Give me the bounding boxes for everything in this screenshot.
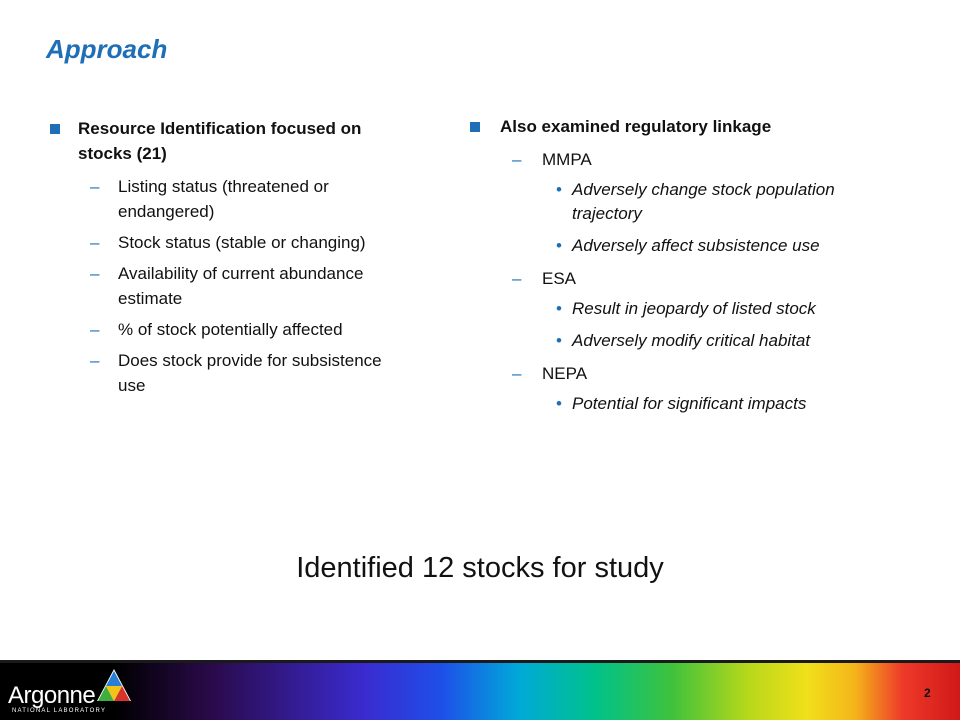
regulation-item-text: Potential for significant impacts — [572, 394, 807, 413]
dash-bullet-icon: – — [90, 177, 100, 196]
dot-bullet-icon: • — [556, 299, 562, 318]
right-heading: Also examined regulatory linkage — [500, 117, 772, 136]
right-column — [470, 114, 850, 424]
dot-bullet-icon: • — [556, 394, 562, 413]
left-item-text: % of stock potentially affected — [118, 320, 343, 339]
left-heading: Resource Identification focused on stocks (21) — [78, 119, 362, 163]
dot-bullet-icon: • — [556, 180, 562, 199]
regulation-item — [470, 178, 850, 226]
footer-bar — [0, 660, 960, 720]
argonne-logo — [8, 664, 133, 718]
dash-bullet-icon: – — [90, 264, 100, 283]
regulation-label — [470, 147, 850, 172]
regulation-label-text: MMPA — [542, 150, 592, 169]
regulation-item — [470, 297, 850, 321]
square-bullet-icon — [50, 124, 60, 134]
dash-bullet-icon: – — [512, 150, 522, 169]
regulation-item-text: Adversely change stock population trajectory — [572, 180, 835, 223]
left-item — [50, 230, 410, 255]
regulation-item-text: Adversely modify critical habitat — [572, 331, 811, 350]
left-item — [50, 261, 410, 311]
regulation-label-text: ESA — [542, 269, 577, 288]
regulation-label — [470, 361, 850, 386]
dash-bullet-icon: – — [90, 320, 100, 339]
dash-bullet-icon: – — [90, 233, 100, 252]
right-heading-bullet — [470, 114, 850, 139]
slide-title: Approach — [46, 34, 168, 64]
left-column — [50, 116, 410, 404]
dash-bullet-icon: – — [512, 364, 522, 383]
left-heading-bullet — [50, 116, 410, 166]
left-item — [50, 348, 410, 398]
left-item-text: Listing status (threatened or endangered) — [118, 177, 329, 221]
regulation-item-text: Result in jeopardy of listed stock — [572, 299, 816, 318]
regulation-item — [470, 234, 850, 258]
dot-bullet-icon: • — [556, 236, 562, 255]
logo-wordmark: Argonne — [8, 682, 96, 709]
regulation-item-text: Adversely affect subsistence use — [572, 236, 820, 255]
logo-subtext: NATIONAL LABORATORY — [12, 708, 107, 714]
left-item-text: Stock status (stable or changing) — [118, 233, 366, 252]
argonne-triangle-icon — [96, 668, 132, 702]
left-item-text: Does stock provide for subsistence use — [118, 351, 382, 395]
regulation-label — [470, 266, 850, 291]
dash-bullet-icon: – — [90, 351, 100, 370]
dot-bullet-icon: • — [556, 331, 562, 350]
conclusion-text: Identified 12 stocks for study — [296, 552, 664, 584]
regulation-label-text: NEPA — [542, 364, 588, 383]
dash-bullet-icon: – — [512, 269, 522, 288]
square-bullet-icon — [470, 122, 480, 132]
left-item — [50, 317, 410, 342]
regulation-item — [470, 329, 850, 353]
page-number: 2 — [924, 686, 931, 700]
left-item-text: Availability of current abundance estimate — [118, 264, 364, 308]
left-item — [50, 174, 410, 224]
regulation-item — [470, 392, 850, 416]
